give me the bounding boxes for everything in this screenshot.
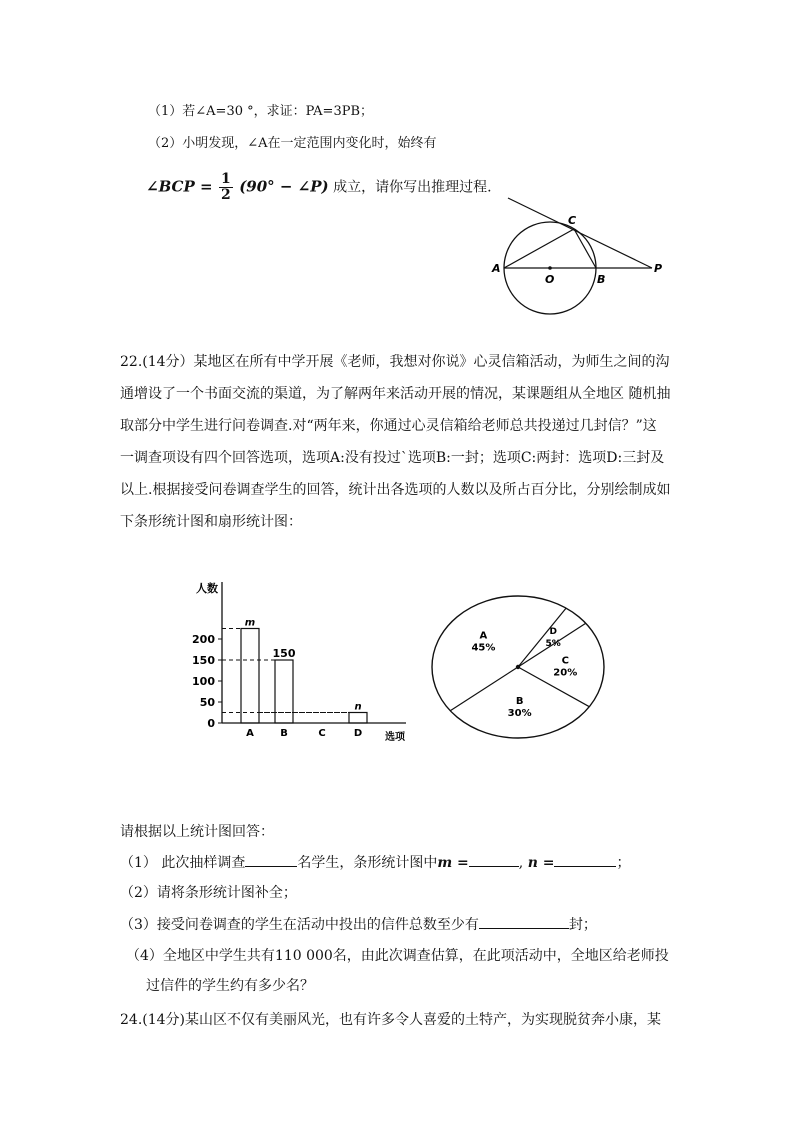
formula-fraction (219, 172, 233, 203)
fraction-denominator: 2 (221, 187, 231, 203)
y-tick-label: 150 (192, 654, 215, 667)
bar-B (275, 660, 293, 723)
bar-value-label-A: m (244, 617, 256, 629)
pie-label-A: A (479, 630, 488, 642)
q24-line-1: 24.(14分)某山区不仅有美丽风光，也有许多令人喜爱的土特产，为实现脱贫奔小康，某 (120, 1012, 662, 1028)
bar-A (241, 629, 259, 724)
q22-line-5: 以上.根据接受问卷调查学生的回答，统计出各选项的人数以及所占百分比，分别绘制成如 (120, 482, 671, 498)
pie-boundary-0 (518, 608, 566, 667)
tangent-line (508, 198, 652, 268)
q1-n-label: n = (527, 855, 555, 871)
pie-chart (428, 590, 612, 740)
pie-percent-A: 45% (471, 642, 496, 654)
answer-blank-letters[interactable] (479, 914, 569, 929)
label-c: C (568, 214, 577, 227)
q21-formula (146, 172, 492, 212)
formula-lhs: ∠BCP = (146, 177, 213, 196)
x-tick-label: A (246, 728, 254, 739)
pie-center (516, 665, 520, 669)
x-tick-label: B (280, 728, 288, 739)
chord-a-c (504, 229, 574, 268)
q22-line-6: 下条形统计图和扇形统计图： (120, 514, 302, 530)
q22-line-3: 取部分中学生进行问卷调查.对“两年来，你通过心灵信箱给老师总共投递过几封信？”这 (120, 418, 657, 434)
q3-text-b: 封； (568, 917, 597, 933)
answer-blank-m[interactable] (469, 852, 519, 867)
x-tick-label: D (353, 728, 363, 739)
q22-prompt: 请根据以上统计图回答： (120, 824, 274, 840)
q22-line-1: 22.(14分）某地区在所有中学开展《老师，我想对你说》心灵信箱活动，为师生之间的沟 (120, 354, 670, 370)
q1-end: ； (616, 855, 631, 871)
y-tick-label: 100 (192, 675, 215, 688)
q21-part2: （2）小明发现，∠A在一定范围内变化时，始终有 (148, 136, 437, 151)
label-p: P (654, 262, 663, 275)
bar-D (349, 713, 367, 724)
y-tick-label: 200 (192, 633, 215, 646)
label-o: O (545, 273, 555, 286)
pie-percent-C: 20% (553, 667, 578, 679)
pie-percent-D: 5% (545, 638, 561, 649)
formula-rhs: (90° − ∠P) (239, 177, 329, 196)
label-b: B (597, 273, 606, 286)
q22-q2: （2）请将条形统计图补全； (120, 885, 297, 901)
center-dot (548, 266, 552, 270)
x-axis-label: 选项 (385, 732, 405, 743)
q22-q4-line-1: （4）全地区中学生共有110 000名，由此次调查估算，在此项活动中，全地区给老师投 (126, 948, 669, 964)
x-tick-label: C (318, 728, 326, 739)
q21-part1: （1）若∠A=30 °，求证：PA=3PB； (148, 104, 374, 119)
y-axis-label: 人数 (196, 582, 218, 595)
geometry-figure (488, 190, 678, 320)
bar-value-label-D: n (354, 701, 362, 713)
pie-boundary-3 (450, 667, 518, 711)
fraction-numerator: 1 (221, 171, 231, 187)
y-tick-label: 50 (199, 696, 215, 709)
q22-line-4: 一调查项设有四个回答选项，选项A:没有投过`选项B:一封；选项C:两封：选项D:三封及 (120, 450, 665, 466)
q22-q3 (120, 914, 597, 935)
label-a: A (492, 262, 501, 275)
q22-q4-line-2: 过信件的学生约有多少名？ (146, 978, 314, 994)
answer-blank-count[interactable] (245, 852, 297, 867)
pie-percent-B: 30% (507, 708, 532, 720)
q3-text-a: （3）接受问卷调查的学生在活动中投出的信件总数至少有 (120, 917, 479, 933)
q22-q1: （1） 此次抽样调查 名学生，条形统计图中m = , n = ； (120, 852, 630, 873)
pie-label-D: D (549, 626, 557, 637)
answer-blank-n[interactable] (554, 852, 616, 867)
q22-line-2: 通增设了一个书面交流的渠道，为了解两年来活动开展的情况，某课题组从全地区 随机抽 (120, 386, 671, 402)
pie-label-B: B (515, 696, 524, 708)
q1-text-b: 名学生，条形统计图中 (297, 855, 438, 871)
q1-m-label: m = (437, 855, 469, 871)
bar-value-label-B: 150 (272, 647, 296, 660)
q1-text-a: （1） 此次抽样调查 (120, 855, 246, 871)
pie-label-C: C (561, 655, 569, 667)
bar-chart (188, 570, 428, 750)
y-tick-label: 0 (207, 717, 215, 730)
formula-tail: 成立，请你写出推理过程. (333, 179, 492, 196)
